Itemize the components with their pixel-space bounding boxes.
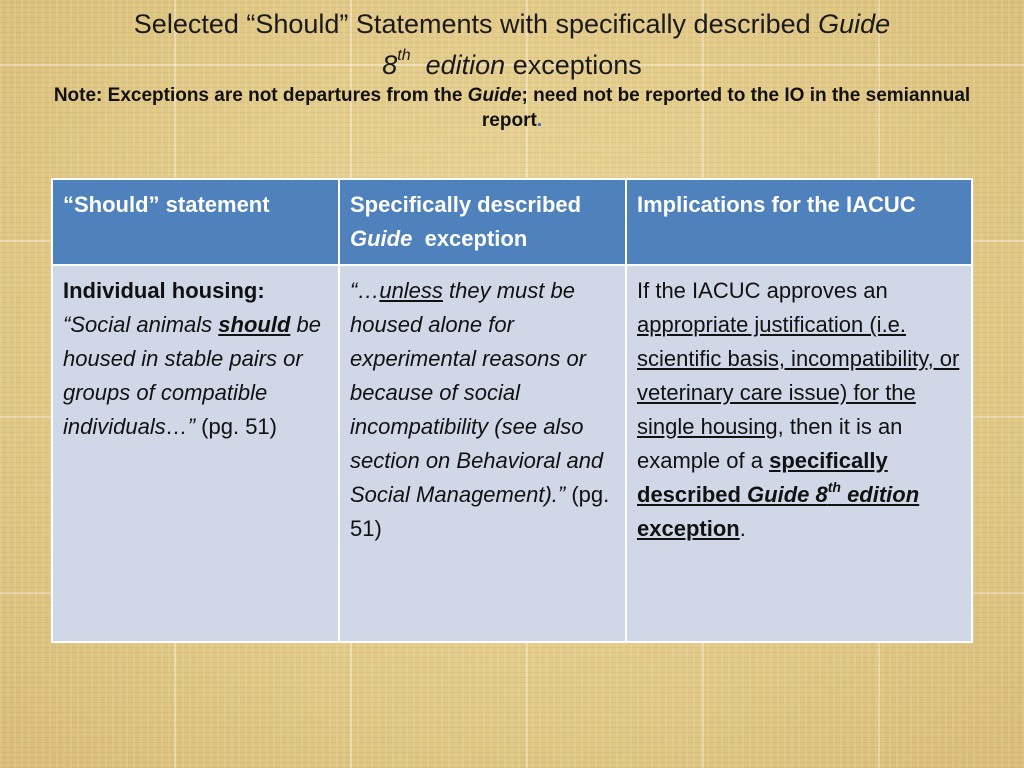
implication-text-b: , then it is an example of a <box>637 414 903 473</box>
cell-specific-exception <box>339 265 626 642</box>
title-text: Selected “Should” Statements with specifically described <box>133 9 819 39</box>
exceptions-table <box>51 178 973 643</box>
implication-text-a: If the IACUC approves an <box>637 278 888 303</box>
header-should-label: “Should” statement <box>63 192 270 217</box>
appropriate-justification: appropriate justification (i.e. scientific basis, incompatibility, or veterinary care issue) for the single housing <box>637 312 960 439</box>
page-ref-2: (pg. 51) <box>350 482 610 541</box>
table-row <box>52 265 972 642</box>
header-exception-line1: Specifically described <box>350 192 582 217</box>
slide-note <box>40 83 984 133</box>
title-guide: Guide <box>818 9 891 39</box>
header-specific-exception <box>339 179 626 265</box>
note-period: . <box>536 110 543 131</box>
quote-b: be housed in stable pairs or groups of compatible individuals…” <box>63 312 321 439</box>
title-eight: 8 <box>382 50 398 80</box>
slide-title <box>20 6 1004 83</box>
table-header-row <box>52 179 972 265</box>
note-text-b: ; need not be reported to the IO in the semiannual report <box>481 85 971 131</box>
title-edition: edition <box>425 50 506 80</box>
header-should-statement <box>52 179 339 265</box>
header-exception-guide: Guide <box>350 226 413 251</box>
bold-th: th <box>827 478 841 495</box>
quote-a: “Social animals <box>63 312 219 337</box>
implication-end: . <box>739 516 746 541</box>
bold-specifically: specifically described <box>637 448 888 507</box>
page-ref-1: (pg. 51) <box>195 414 277 439</box>
bold-exception: exception <box>637 516 740 541</box>
header-implications-label: Implications for the IACUC <box>637 192 916 217</box>
title-superscript: th <box>397 47 411 64</box>
note-text-a: Note: Exceptions are not departures from the <box>53 85 468 106</box>
exception-open: “… <box>350 278 380 303</box>
header-implications <box>626 179 972 265</box>
unless-emphasis: unless <box>379 278 443 303</box>
header-exception-word: exception <box>424 226 528 251</box>
should-emphasis: should <box>218 312 291 337</box>
cell-should-statement <box>52 265 339 642</box>
bold-guide-8: Guide 8 <box>747 482 828 507</box>
cell-implications <box>626 265 972 642</box>
bold-edition: edition <box>840 482 920 507</box>
individual-housing-heading: Individual housing: <box>63 278 265 303</box>
note-guide: Guide <box>467 85 522 106</box>
title-exceptions: exceptions <box>505 50 642 80</box>
exception-quote: they must be housed alone for experimental reasons or because of social incompatibility (see also section on Behavioral and Social Management).” <box>350 278 604 507</box>
